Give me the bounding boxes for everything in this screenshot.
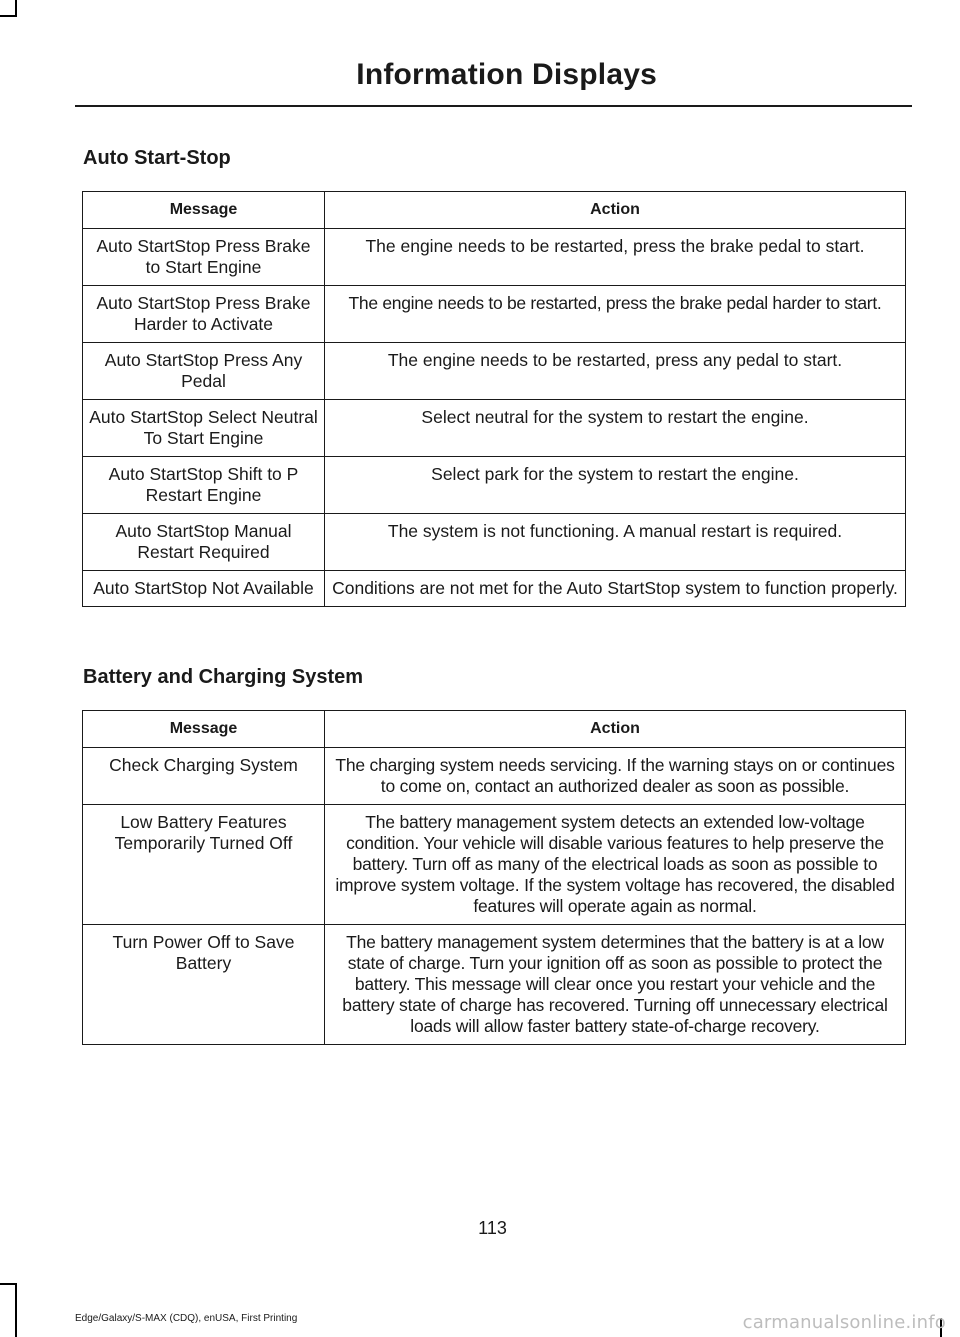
- section-heading-battery-charging: Battery and Charging System: [83, 666, 364, 688]
- header-divider: [75, 105, 912, 107]
- table-row: [83, 286, 906, 343]
- message-cell: Check Charging System: [83, 748, 325, 805]
- action-cell: Select park for the system to restart the engine.: [325, 457, 906, 514]
- table-row: [83, 343, 906, 400]
- edition-info: Edge/Galaxy/S-MAX (CDQ), enUSA, First Printing: [75, 1313, 298, 1324]
- column-header-message: Message: [83, 711, 325, 748]
- message-cell: Low Battery Features Temporarily Turned Off: [83, 805, 325, 925]
- column-header-message: Message: [83, 192, 325, 229]
- table-row: [83, 229, 906, 286]
- table-row: [83, 925, 906, 1045]
- column-header-action: Action: [325, 711, 906, 748]
- table-row: [83, 571, 906, 607]
- action-cell: The engine needs to be restarted, press the brake pedal harder to start.: [325, 286, 906, 343]
- message-cell: Auto StartStop Not Available: [83, 571, 325, 607]
- action-cell: The battery management system detects an extended low-voltage condition. Your vehicle will disable various features to help preserve the battery. Turn off as many of the electrical loads as soon as possible to improve system voltage. If the system voltage has recovered, the disabled features will operate again as normal.: [325, 805, 906, 925]
- table-row: [83, 457, 906, 514]
- message-cell: Auto StartStop Select Neutral To Start Engine: [83, 400, 325, 457]
- action-cell: The system is not functioning. A manual restart is required.: [325, 514, 906, 571]
- action-cell: Conditions are not met for the Auto StartStop system to function properly.: [325, 571, 906, 607]
- message-cell: Auto StartStop Press Brake Harder to Activate: [83, 286, 325, 343]
- auto-start-stop-table: [82, 191, 906, 607]
- column-header-action: Action: [325, 192, 906, 229]
- crop-mark: [0, 15, 17, 17]
- page-number: 113: [478, 1218, 507, 1238]
- battery-charging-table: [82, 710, 906, 1045]
- crop-mark: [15, 1283, 17, 1337]
- table-header-row: [83, 192, 906, 229]
- message-cell: Auto StartStop Press Any Pedal: [83, 343, 325, 400]
- action-cell: The engine needs to be restarted, press the brake pedal to start.: [325, 229, 906, 286]
- table-row: [83, 400, 906, 457]
- message-cell: Auto StartStop Shift to P Restart Engine: [83, 457, 325, 514]
- action-cell: The engine needs to be restarted, press any pedal to start.: [325, 343, 906, 400]
- action-cell: The charging system needs servicing. If the warning stays on or continues to come on, contact an authorized dealer as soon as possible.: [325, 748, 906, 805]
- table-row: [83, 514, 906, 571]
- message-cell: Turn Power Off to Save Battery: [83, 925, 325, 1045]
- table-header-row: [83, 711, 906, 748]
- action-cell: Select neutral for the system to restart the engine.: [325, 400, 906, 457]
- message-cell: Auto StartStop Press Brake to Start Engine: [83, 229, 325, 286]
- action-cell: The battery management system determines that the battery is at a low state of charge. Turn your ignition off as soon as possible to protect the battery. This message will clear once you restart your vehicle and the battery state of charge has recovered. Turning off unnecessary electrical loads will allow faster battery state-of-charge recovery.: [325, 925, 906, 1045]
- section-heading-auto-start-stop: Auto Start-Stop: [83, 147, 231, 169]
- table-row: [83, 805, 906, 925]
- message-cell: Auto StartStop Manual Restart Required: [83, 514, 325, 571]
- watermark: carmanualsonline.info: [742, 1312, 946, 1333]
- page-title: Information Displays: [356, 58, 657, 91]
- table-row: [83, 748, 906, 805]
- crop-mark: [0, 1283, 17, 1285]
